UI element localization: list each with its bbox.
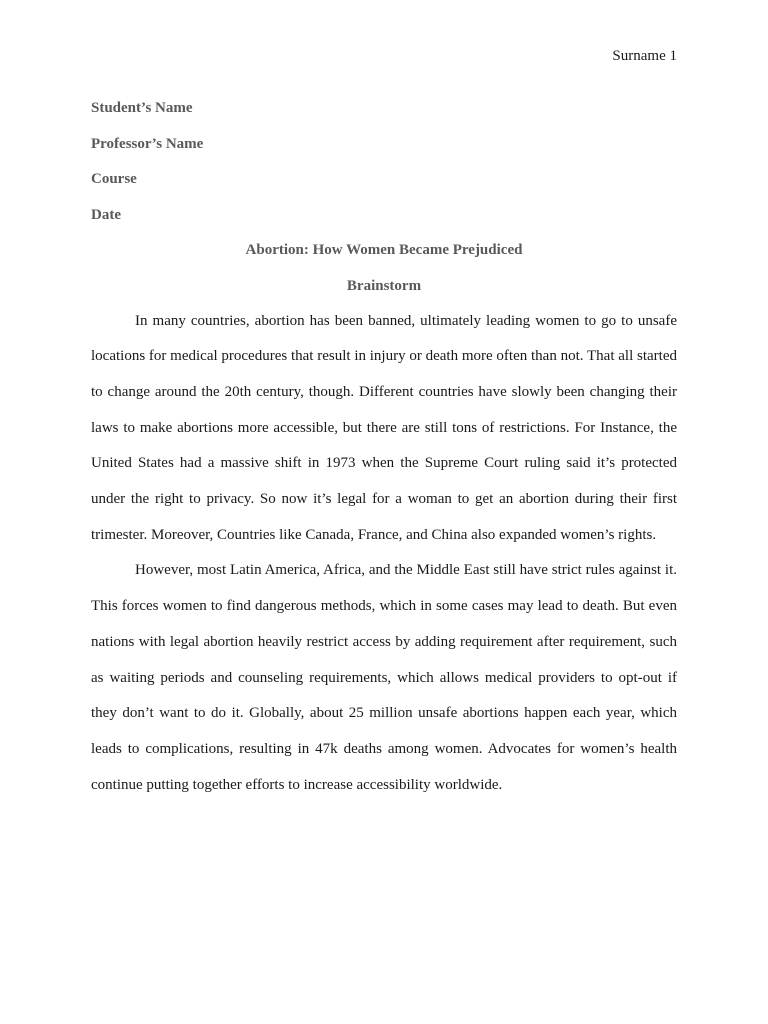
essay-title: Abortion: How Women Became Prejudiced [245,242,523,259]
course: Course [91,171,137,188]
essay-subtitle: Brainstorm [346,277,422,294]
body-paragraph: In many countries, abortion has been banned, ultimately leading women to go to unsafe locations for medical procedures that result in injury or death more often than not. That all started to change around the 20th century, though. Different countries have slowly been changing their laws to make abortions more accessible, but there are still tons of restrictions. For Instance, the United States had a massive shift in 1973 when the Supreme Court ruling said it’s protected under the right to privacy. So now it’s legal for a woman to get an abortion during their first trimester. Moreover, Countries like Canada, France, and China also expanded women’s rights. [91,312,677,543]
body-paragraph: However, most Latin America, Africa, and the Middle East still have strict rules against it. This forces women to find dangerous methods, which in some cases may lead to death. But even nations with legal abortion heavily restrict access by adding requirement after requirement, such as waiting periods and counseling requirements, which allows medical providers to opt-out if they don’t want to do it. Globally, about 25 million unsafe abortions happen each year, which leads to complications, resulting in 47k deaths among women. Advocates for women’s health continue putting together efforts to increase accessibility worldwide. [91,562,677,793]
date: Date [91,206,121,223]
student-name: Student’s Name [91,100,193,116]
professor-name: Professor’s Name [91,135,204,152]
document-body [91,97,677,803]
running-head: Surname 1 [612,48,677,64]
